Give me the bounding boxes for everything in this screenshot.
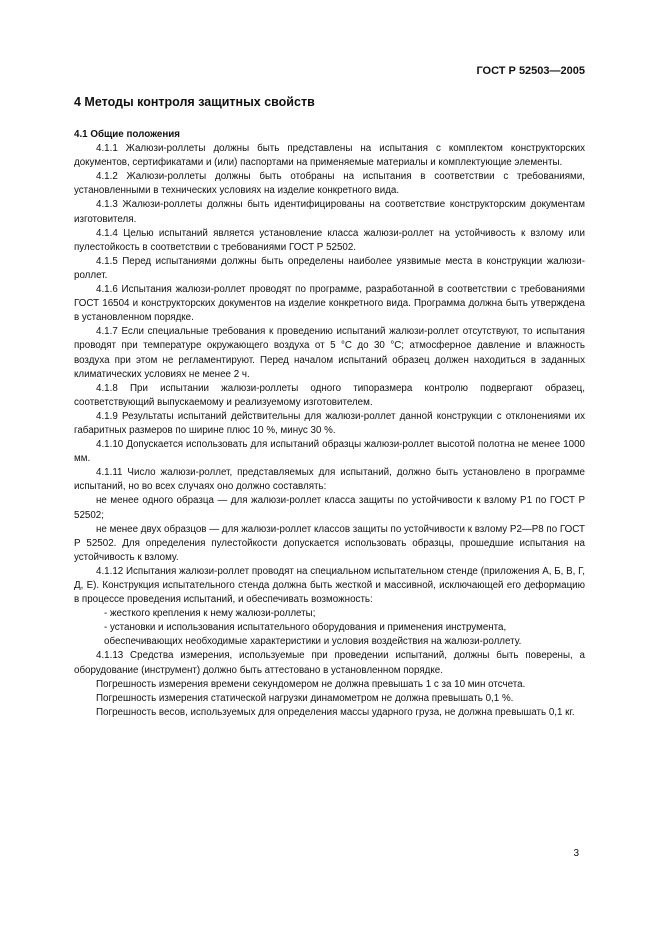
paragraph: 4.1.7 Если специальные требования к проведению испытаний жалюзи-роллет отсутствуют, то испытания проводят при температуре окружающего воздуха от 5 °С до 30 °С; атмосферное давление и влажность воздуха при этом не регламентируют. Перед началом испытаний образец должен находиться в заданных климатических условиях не менее 2 ч. (74, 326, 585, 380)
paragraph: Погрешность весов, используемых для определения массы ударного груза, не должна превышать 0,1 кг. (96, 706, 575, 718)
paragraph: 4.1.6 Испытания жалюзи-роллет проводят по программе, разработанной в соответствии с требованиями ГОСТ 16504 и конструкторских документов на изделие конкретного вида. Программа должна быть утверждена в установленном порядке. (74, 284, 585, 324)
subsection-title: 4.1 Общие положения (74, 129, 181, 140)
paragraph: не менее одного образца — для жалюзи-роллет класса защиты по устойчивости к взлому Р1 по ГОСТ Р 52502; (74, 495, 585, 521)
paragraph: 4.1.10 Допускается использовать для испытаний образцы жалюзи-роллет высотой полотна не менее 1000 мм. (74, 439, 585, 465)
paragraph: 4.1.4 Целью испытаний является установление класса жалюзи-роллет на устойчивость к взлому или пулестойкость в соответствии с требованиями ГОСТ Р 52502. (74, 227, 585, 253)
paragraph: 4.1.13 Средства измерения, используемые при проведении испытаний, должны быть поверены, а оборудование (инструмент) должно быть аттестовано в установленном порядке. (74, 650, 585, 676)
document-body (74, 128, 585, 720)
section-title: 4 Методы контроля защитных свойств (74, 95, 315, 109)
page-number: 3 (573, 848, 579, 859)
paragraph: 4.1.8 При испытании жалюзи-роллеты одного типоразмера контролю подвергают образец, соответствующий выпускаемому и реализуемому изготовителем. (74, 382, 585, 408)
list-item: - жесткого крепления к нему жалюзи-роллеты; (104, 608, 316, 620)
paragraph: 4.1.2 Жалюзи-роллеты должны быть отобраны на испытания в соответствии с требованиями, установленными в технических условиях на изделие конкретного вида. (74, 171, 585, 197)
paragraph: 4.1.3 Жалюзи-роллеты должны быть идентифицированы на соответствие конструкторским документам изготовителя. (74, 199, 585, 225)
document-code-header: ГОСТ Р 52503—2005 (476, 65, 585, 77)
paragraph: Погрешность измерения времени секундомером не должна превышать 1 с за 10 мин отсчета. (96, 678, 526, 690)
paragraph: Погрешность измерения статической нагрузки динамометром не должна превышать 0,1 %. (96, 692, 514, 704)
paragraph: 4.1.9 Результаты испытаний действительны для жалюзи-роллет данной конструкции с отклонениями их габаритных размеров по ширине плюс 10 %, минус 30 %. (74, 410, 585, 436)
paragraph: 4.1.11 Число жалюзи-роллет, представляемых для испытаний, должно быть установлено в программе испытаний, но во всех случаях оно должно составлять: (74, 467, 585, 493)
paragraph: 4.1.12 Испытания жалюзи-роллет проводят на специальном испытательном стенде (приложения А, Б, В, Г, Д, Е). Конструкция испытательного стенда должна быть жесткой и массивной, исключающей его деформацию в процессе проведения испытаний, и обеспечивать возможность: (74, 565, 585, 606)
paragraph: не менее двух образцов — для жалюзи-роллет классов защиты по устойчивости к взлому Р2—Р8 по ГОСТ Р 52502. Для определения пулестойкости допускается использовать образцы, прошедшие испытания на устойчивость к взлому. (74, 523, 585, 563)
paragraph: 4.1.1 Жалюзи-роллеты должны быть представлены на испытания с комплектом конструкторских документов, сертификатами и (или) паспортами на применяемые материалы и комплектующие элементы. (74, 143, 585, 169)
paragraph: 4.1.5 Перед испытаниями должны быть определены наиболее уязвимые места в конструкции жалюзи-роллет. (74, 255, 585, 281)
list-item: - установки и использования испытательного оборудования и применения инструмента, обеспечивающих необходимые характеристики и условия воздействия на жалюзи-роллету. (104, 622, 522, 648)
